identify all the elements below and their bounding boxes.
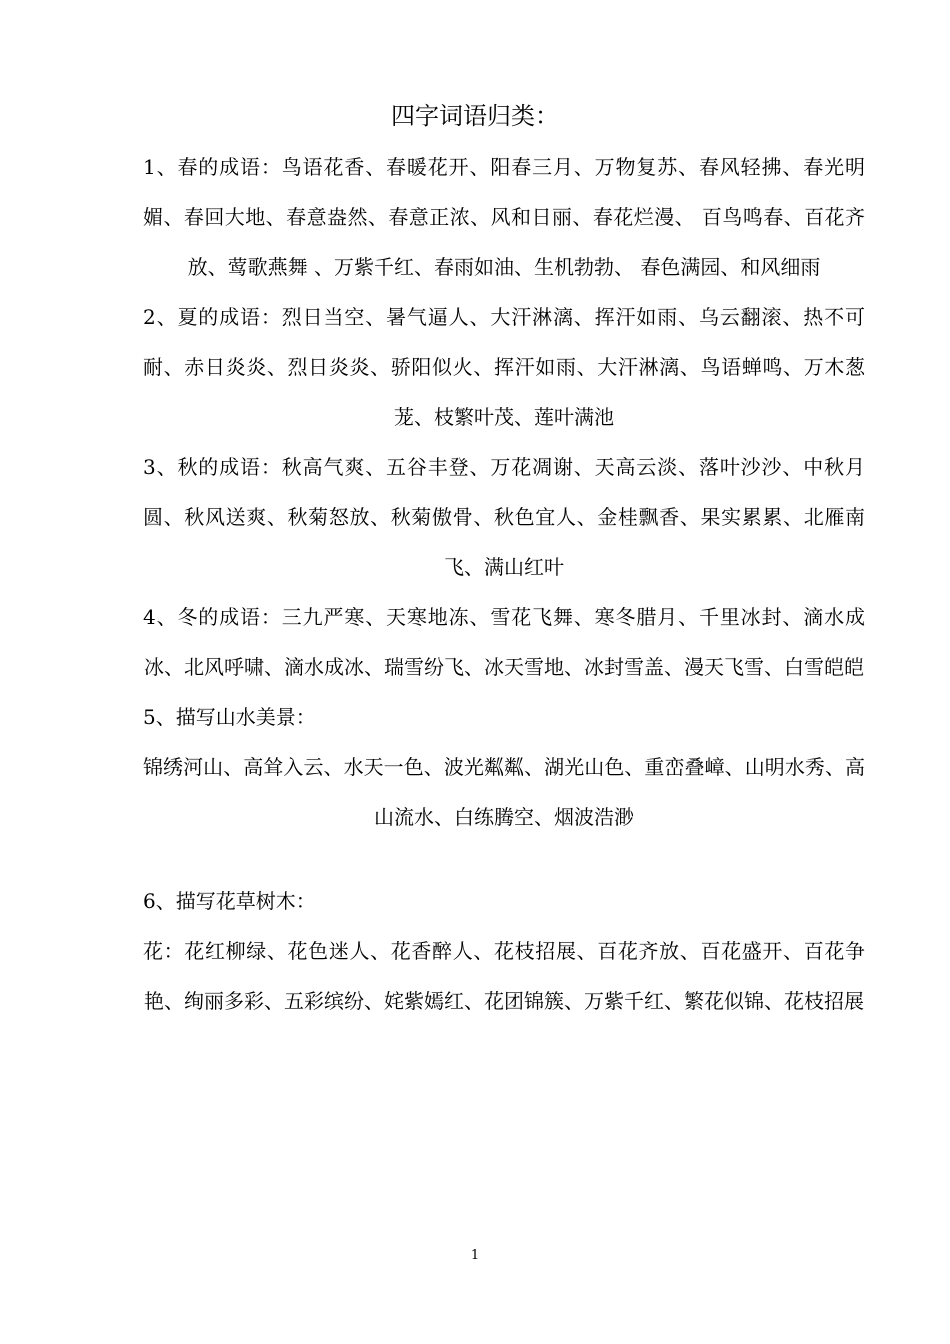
paragraph-autumn-idioms: 3、秋的成语：秋高气爽、五谷丰登、万花凋谢、天高云淡、落叶沙沙、中秋月圆、秋风送爽、秋菊怒放、秋菊傲骨、秋色宜人、金桂飘香、果实累累、北雁南飞、满山红叶 bbox=[143, 455, 865, 579]
page-number: 1 bbox=[470, 1248, 480, 1263]
paragraph-landscape-idioms: 锦绣河山、高耸入云、水天一色、波光粼粼、湖光山色、重峦叠嶂、山明水秀、高山流水、白练腾空、烟波浩渺 bbox=[143, 755, 865, 829]
paragraph-winter-idioms: 4、冬的成语：三九严寒、天寒地冻、雪花飞舞、寒冬腊月、千里冰封、滴水成冰、北风呼啸、滴水成冰、瑞雪纷飞、冰天雪地、冰封雪盖、漫天飞雪、白雪皑皑 bbox=[143, 605, 865, 679]
paragraph-flower-idioms: 花：花红柳绿、花色迷人、花香醉人、花枝招展、百花齐放、百花盛开、百花争艳、绚丽多彩、五彩缤纷、姹紫嫣红、花团锦簇、万紫千红、繁花似锦、花枝招展 bbox=[143, 939, 865, 1013]
heading-landscape: 5、描写山水美景： bbox=[143, 705, 316, 729]
paragraph-summer-idioms: 2、夏的成语：烈日当空、暑气逼人、大汗淋漓、挥汗如雨、乌云翻滚、热不可耐、赤日炎炎、烈日炎炎、骄阳似火、挥汗如雨、大汗淋漓、鸟语蝉鸣、万木葱茏、枝繁叶茂、莲叶满池 bbox=[143, 305, 865, 429]
spacer bbox=[143, 842, 865, 876]
document-body bbox=[143, 142, 865, 1026]
document-title: 四字词语归类： bbox=[391, 102, 559, 130]
paragraph-spring-idioms: 1、春的成语：鸟语花香、春暖花开、阳春三月、万物复苏、春风轻拂、春光明媚、春回大地、春意盎然、春意正浓、风和日丽、春花烂漫、 百鸟鸣春、百花齐放、莺歌燕舞 、万紫千红、春雨如油、生机勃勃、 春色满园、和风细雨 bbox=[143, 155, 865, 279]
heading-plants: 6、描写花草树木： bbox=[143, 889, 316, 913]
